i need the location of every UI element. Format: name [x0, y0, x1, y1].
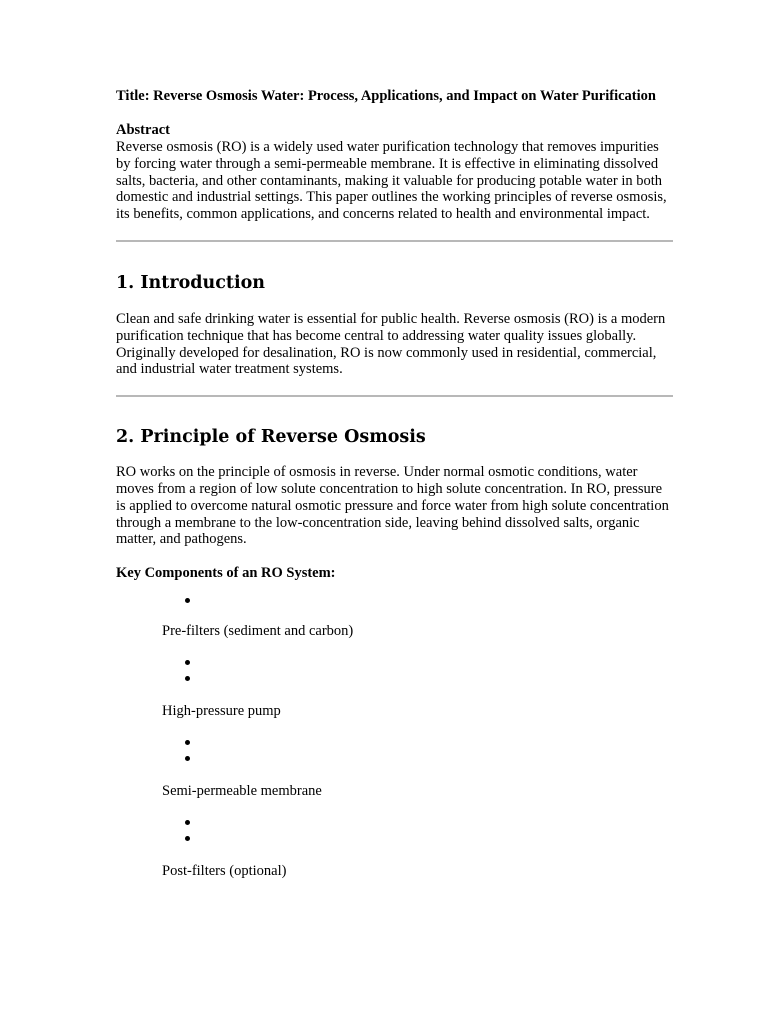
- bullet-group: [116, 592, 673, 608]
- bullet-marker: [180, 592, 673, 608]
- document-title: Title: Reverse Osmosis Water: Process, Applications, and Impact on Water Purification: [116, 88, 656, 104]
- bullet-marker: [180, 814, 673, 830]
- abstract-text: Reverse osmosis (RO) is a widely used water purification technology that removes impurities by forcing water through a semi-permeable membrane. It is effective in eliminating dissolved salts, bacteria, and other contaminants, making it valuable for producing potable water in both domestic and industrial settings. This paper outlines the working principles of reverse osmosis, its benefits, common applications, and concerns related to health and environmental impact.: [116, 139, 667, 223]
- abstract-heading: Abstract: [116, 122, 170, 138]
- introduction-heading: 1. Introduction: [116, 272, 265, 293]
- component-prefilters: Pre-filters (sediment and carbon): [162, 623, 354, 640]
- bullet-marker: [180, 670, 673, 686]
- component-membrane: Semi-permeable membrane: [162, 783, 322, 800]
- bullet-marker: [180, 830, 673, 846]
- bullet-group: [116, 734, 673, 766]
- bullet-marker: [180, 654, 673, 670]
- section-divider: [116, 240, 673, 242]
- principle-text: RO works on the principle of osmosis in reverse. Under normal osmotic conditions, water moves from a region of low solute concentration to high solute concentration. In RO, pressure is applied to overcome natural osmotic pressure and force water from high solute concentration through a membrane to the low-concentration side, leaving behind dissolved salts, organic matter, and pathogens.: [116, 464, 669, 548]
- components-heading: Key Components of an RO System:: [116, 565, 336, 582]
- principle-heading: 2. Principle of Reverse Osmosis: [116, 427, 426, 448]
- introduction-text: Clean and safe drinking water is essential for public health. Reverse osmosis (RO) is a modern purification technique that has become central to addressing water quality issues globally. Originally developed for desalination, RO is now commonly used in residential, commercial, and industrial water treatment systems.: [116, 310, 666, 378]
- bullet-marker: [180, 750, 673, 766]
- bullet-group: [116, 654, 673, 686]
- component-postfilters: Post-filters (optional): [162, 863, 287, 880]
- bullet-marker: [180, 734, 673, 750]
- component-pump: High-pressure pump: [162, 703, 281, 720]
- document-page: [116, 88, 673, 880]
- bullet-group: [116, 814, 673, 846]
- section-divider: [116, 395, 673, 397]
